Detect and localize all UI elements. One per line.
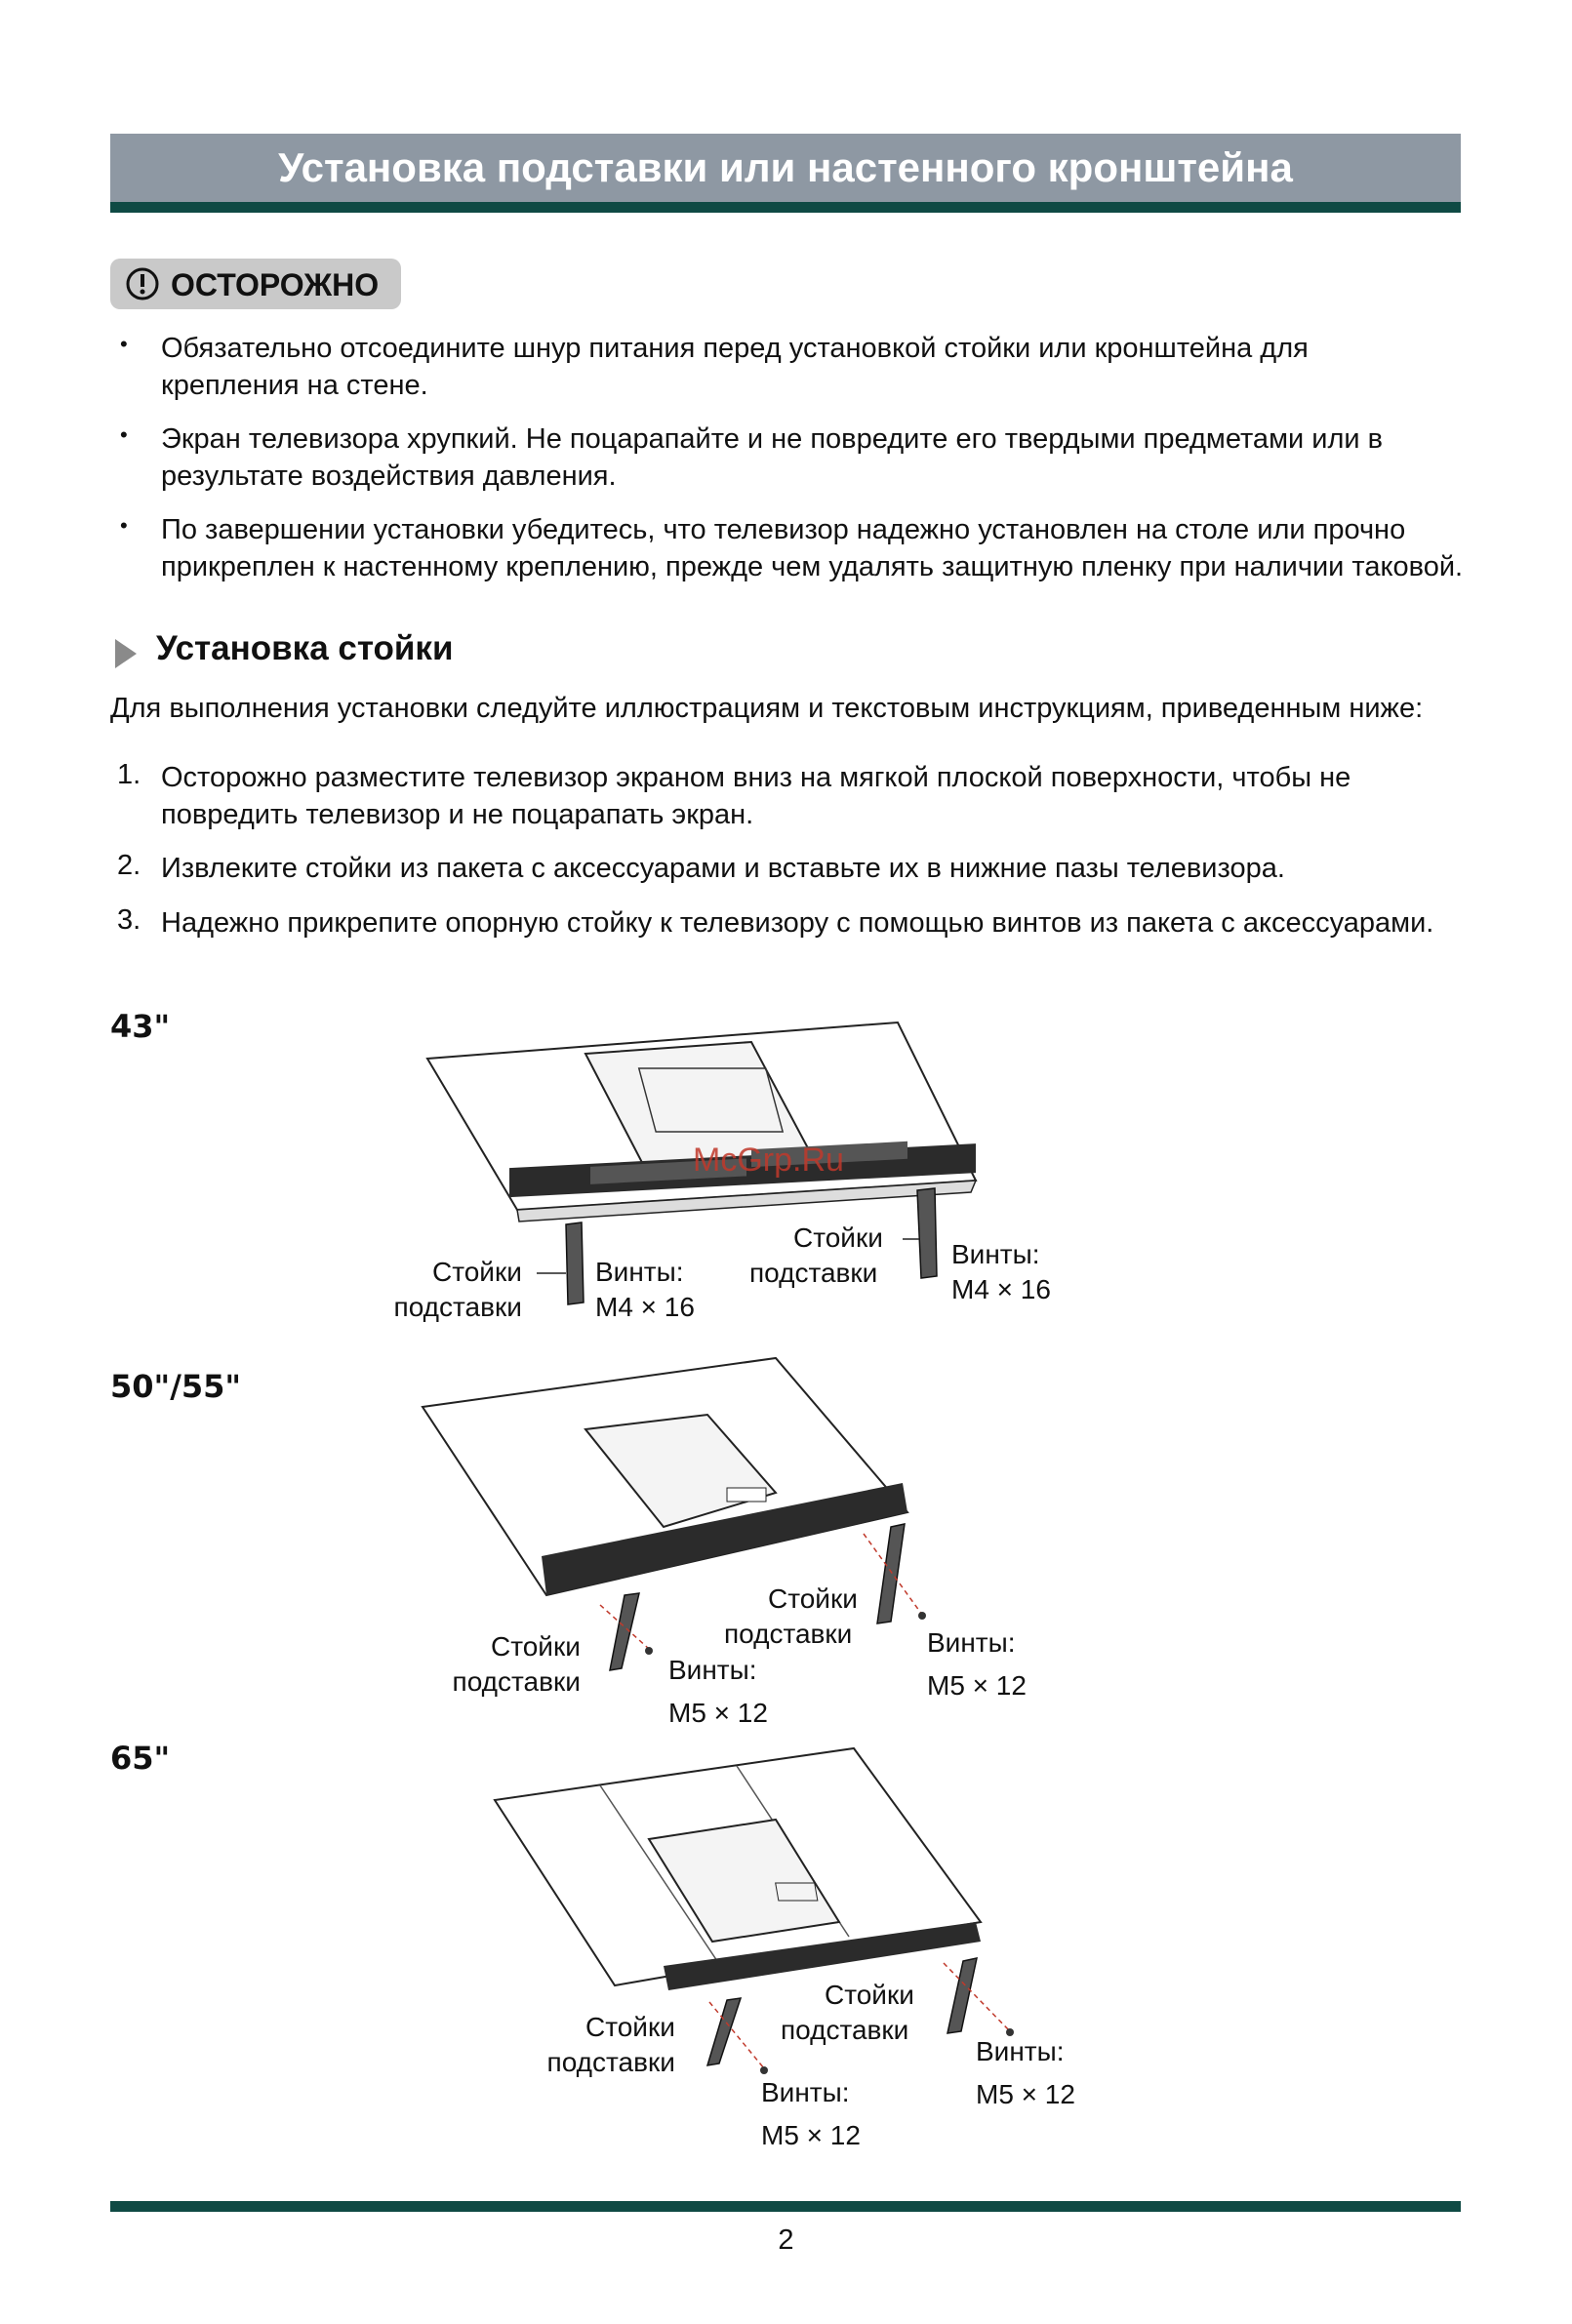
bullet-dot: • bbox=[120, 332, 128, 356]
stand-label: Стойки подставки bbox=[452, 1631, 581, 1697]
step-3: Надежно прикрепите опорную стойку к телевизору с помощью винтов из пакета с аксессуарами. bbox=[161, 907, 1434, 939]
page-number: 2 bbox=[778, 2224, 794, 2256]
caution-bullet-2: Экран телевизора хрупкий. Не поцарапайте и не повредите его твердыми предметами или в результате воздействия давления. bbox=[161, 423, 1384, 492]
watermark: McGrp.Ru bbox=[693, 1142, 844, 1179]
stand-label: Стойки подставки bbox=[546, 2012, 675, 2077]
step-number: 1. bbox=[117, 759, 141, 790]
screw-label: Винты: M5 × 12 bbox=[668, 1655, 768, 1728]
screw-label: Винты: M4 × 16 bbox=[951, 1239, 1051, 1304]
page-title: Установка подставки или настенного кронштейна bbox=[278, 144, 1293, 190]
header-accent-line bbox=[110, 202, 1461, 213]
triangle-right-icon bbox=[115, 639, 139, 668]
screw-label: Винты: M5 × 12 bbox=[761, 2077, 861, 2150]
section-title: Установка стойки bbox=[156, 629, 454, 667]
size-label-65: 65" bbox=[110, 1740, 171, 1777]
bullet-dot: • bbox=[120, 422, 128, 447]
screw-label: Винты: M5 × 12 bbox=[927, 1627, 1027, 1701]
stand-label: Стойки подставки bbox=[393, 1257, 522, 1322]
size-label-43: 43" bbox=[110, 1008, 171, 1045]
section-intro: Для выполнения установки следуйте иллюстрациям и текстовым инструкциям, приведенным ниже: bbox=[110, 693, 1424, 724]
stand-label: Стойки подставки bbox=[781, 1980, 914, 2045]
step-number: 2. bbox=[117, 850, 141, 881]
step-number: 3. bbox=[117, 904, 141, 936]
caution-label: ОСТОРОЖНО bbox=[171, 267, 380, 302]
screw-label: Винты: M4 × 16 bbox=[595, 1257, 695, 1322]
screw-label: Винты: M5 × 12 bbox=[976, 2036, 1075, 2109]
size-label-50-55: 50"/55" bbox=[110, 1368, 242, 1405]
exclamation-circle-icon bbox=[125, 266, 160, 301]
bullet-dot: • bbox=[120, 513, 128, 538]
stand-label: Стойки подставки bbox=[724, 1583, 858, 1649]
step-2: Извлеките стойки из пакета с аксессуарами и вставьте их в нижние пазы телевизора. bbox=[161, 853, 1285, 884]
step-1: Осторожно разместите телевизор экраном вниз на мягкой плоской поверхности, чтобы не повредить телевизор и не поцарапать экран. bbox=[161, 762, 1351, 830]
caution-bullet-1: Обязательно отсоедините шнур питания перед установкой стойки или кронштейна для крепления на стене. bbox=[161, 333, 1309, 401]
footer-accent-line bbox=[110, 2201, 1461, 2212]
stand-label: Стойки подставки bbox=[749, 1222, 883, 1288]
caution-bullet-3: По завершении установки убедитесь, что телевизор надежно установлен на столе или прочно прикреплен к настенному креплению, прежде чем удалять защитную пленку при наличии таковой. bbox=[161, 514, 1464, 582]
